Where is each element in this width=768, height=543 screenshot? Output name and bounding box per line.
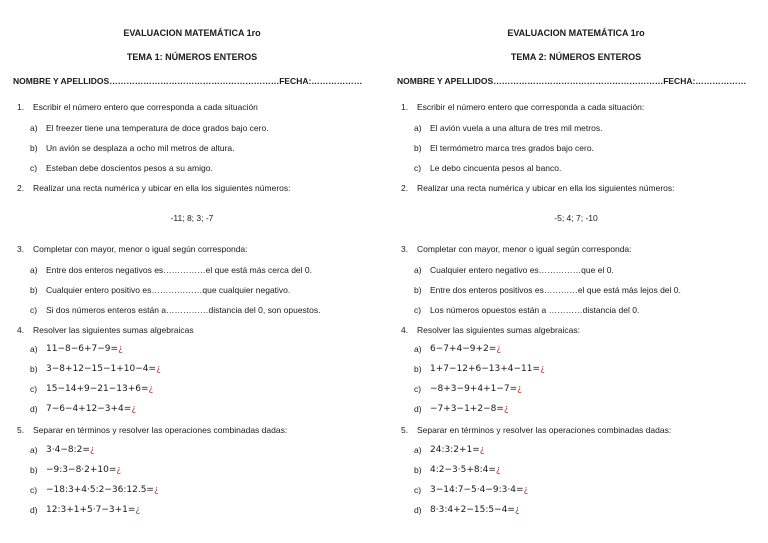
answer-mark: ¿ xyxy=(118,344,123,354)
question-text: Completar con mayor, menor o igual según corresponda: xyxy=(417,244,632,254)
answer-mark: ¿ xyxy=(496,344,502,354)
item-label: a) xyxy=(30,123,38,133)
expression-text: 3−14:7−5·4−9:3·4= xyxy=(430,485,524,495)
expression-text: 8·3:4+2−15:5−4= xyxy=(430,505,515,515)
answer-mark: ¿ xyxy=(131,404,137,414)
item-text: Le debo cincuenta pesos al banco. xyxy=(430,163,562,173)
item-label: c) xyxy=(30,163,38,173)
item-label: a) xyxy=(30,344,38,354)
item-label: d) xyxy=(414,404,422,414)
item-label: a) xyxy=(414,344,422,354)
question-text: Resolver las siguientes sumas algebraicas xyxy=(33,325,194,335)
expression-text: 3−8+12−15−1+10−4= xyxy=(46,364,157,374)
item-label: d) xyxy=(30,505,38,515)
question-number: 1. xyxy=(17,102,25,112)
answer-mark: ¿ xyxy=(514,505,520,515)
item-text: Cualquier entero negativo es……………que el 0. xyxy=(430,265,614,275)
expression xyxy=(430,385,522,394)
answer-mark: ¿ xyxy=(479,445,485,455)
item-label: b) xyxy=(414,364,422,374)
item-label: a) xyxy=(414,445,422,455)
item-label: a) xyxy=(414,265,422,275)
expression xyxy=(46,405,136,414)
expression xyxy=(46,506,140,515)
answer-mark: ¿ xyxy=(523,485,529,495)
expression xyxy=(46,385,153,394)
expression-text: 6−7+4−9+2= xyxy=(430,344,497,354)
expression-text: −8+3−9+4+1−7= xyxy=(430,384,518,394)
expression-text: 1+7−12+6−13+4−11= xyxy=(430,364,541,374)
item-label: c) xyxy=(414,384,422,394)
answer-mark: ¿ xyxy=(540,364,545,374)
item-text: Entre dos enteros positivos es…………el que está más lejos del 0. xyxy=(430,285,681,295)
answer-mark: ¿ xyxy=(156,364,161,374)
expression xyxy=(46,345,123,354)
topic-title: TEMA 2: NÚMEROS ENTEROS xyxy=(510,52,642,62)
expression-text: 24:3:2+1= xyxy=(430,445,480,455)
item-label: d) xyxy=(30,404,38,414)
item-label: b) xyxy=(414,465,422,475)
topic-title: TEMA 1: NÚMEROS ENTEROS xyxy=(126,52,258,62)
item-label: c) xyxy=(30,384,38,394)
expression xyxy=(46,446,95,455)
answer-mark: ¿ xyxy=(495,465,501,475)
question-text: Separar en términos y resolver las operaciones combinadas dadas: xyxy=(417,425,672,435)
expression-text: 12:3+1+5·7−3+1= xyxy=(46,505,136,515)
expression-text: 11−8−6+7−9= xyxy=(46,344,119,354)
name-date-field: NOMBRE Y APELLIDOS……………………………………………………FECHA:……………… xyxy=(13,76,363,86)
item-label: c) xyxy=(414,163,422,173)
item-label: c) xyxy=(30,485,38,495)
question-number: 4. xyxy=(17,325,25,335)
expression xyxy=(430,486,528,495)
item-text: El termómetro marca tres grados bajo cero. xyxy=(430,143,594,153)
expression-text: −9:3−8·2+10= xyxy=(46,465,117,475)
question-number: 4. xyxy=(401,325,409,335)
question-text: Escribir el número entero que corresponda a cada situación: xyxy=(417,102,645,112)
expression xyxy=(430,365,545,374)
answer-mark: ¿ xyxy=(135,505,141,515)
item-label: a) xyxy=(414,123,422,133)
expression-text: 3·4−8:2= xyxy=(46,445,90,455)
numbers-list: -5; 4; 7; -10 xyxy=(554,213,598,223)
item-text: Un avión se desplaza a ocho mil metros de altura. xyxy=(46,143,235,153)
item-label: c) xyxy=(414,305,422,315)
answer-mark: ¿ xyxy=(116,465,122,475)
item-label: c) xyxy=(30,305,38,315)
item-label: c) xyxy=(414,485,422,495)
question-number: 1. xyxy=(401,102,409,112)
item-text: Esteban debe doscientos pesos a su amigo. xyxy=(46,163,213,173)
expression xyxy=(430,345,501,354)
question-text: Realizar una recta numérica y ubicar en ella los siguientes números: xyxy=(33,183,291,193)
question-number: 3. xyxy=(17,244,25,254)
expression-text: 7−6−4+12−3+4= xyxy=(46,404,132,414)
item-text: El freezer tiene una temperatura de doce grados bajo cero. xyxy=(46,123,269,133)
question-number: 2. xyxy=(401,183,409,193)
item-label: b) xyxy=(414,285,422,295)
item-label: a) xyxy=(30,445,38,455)
name-date-field: NOMBRE Y APELLIDOS……………………………………………………FECHA:……………… xyxy=(397,76,747,86)
answer-mark: ¿ xyxy=(148,384,154,394)
expression-text: 4:2−3·5+8:4= xyxy=(430,465,496,475)
item-text: Cualquier entero positivo es………………que cualquier negativo. xyxy=(46,285,291,295)
expression xyxy=(430,405,509,414)
question-number: 2. xyxy=(17,183,25,193)
item-label: b) xyxy=(414,143,422,153)
numbers-list: -11; 8; 3; -7 xyxy=(170,213,214,223)
item-label: d) xyxy=(414,505,422,515)
expression xyxy=(430,466,501,475)
expression-text: 15−14+9−21−13+6= xyxy=(46,384,149,394)
item-label: b) xyxy=(30,364,38,374)
answer-mark: ¿ xyxy=(503,404,509,414)
item-label: a) xyxy=(30,265,38,275)
exam-title: EVALUACION MATEMÁTICA 1ro xyxy=(507,28,645,38)
expression-text: −18:3+4·5:2−36:12.5= xyxy=(46,485,154,495)
expression xyxy=(46,365,161,374)
question-number: 3. xyxy=(401,244,409,254)
answer-mark: ¿ xyxy=(89,445,95,455)
expression-text: −7+3−1+2−8= xyxy=(430,404,504,414)
item-text: Si dos números enteros están a……………distancia del 0, son opuestos. xyxy=(46,305,321,315)
question-number: 5. xyxy=(401,425,409,435)
answer-mark: ¿ xyxy=(153,485,159,495)
question-text: Realizar una recta numérica y ubicar en ella los siguientes números: xyxy=(417,183,675,193)
item-text: El avión vuela a una altura de tres mil metros. xyxy=(430,123,603,133)
item-text: Entre dos enteros negativos es……………el que está más cerca del 0. xyxy=(46,265,312,275)
answer-mark: ¿ xyxy=(517,384,522,394)
item-label: b) xyxy=(30,465,38,475)
item-label: b) xyxy=(30,143,38,153)
expression xyxy=(46,486,159,495)
exam-title: EVALUACION MATEMÁTICA 1ro xyxy=(123,28,261,38)
expression xyxy=(430,506,520,515)
question-text: Escribir el número entero que corresponda a cada situación xyxy=(33,102,258,112)
question-text: Separar en términos y resolver las operaciones combinadas dadas: xyxy=(33,425,288,435)
question-text: Completar con mayor, menor o igual según corresponda: xyxy=(33,244,248,254)
item-text: Los números opuestos están a …………distancia del 0. xyxy=(430,305,640,315)
item-label: b) xyxy=(30,285,38,295)
evaluation-sheet-tema-2 xyxy=(384,0,768,543)
question-text: Resolver las siguientes sumas algebraicas: xyxy=(417,325,580,335)
question-number: 5. xyxy=(17,425,25,435)
expression xyxy=(46,466,121,475)
expression xyxy=(430,446,485,455)
